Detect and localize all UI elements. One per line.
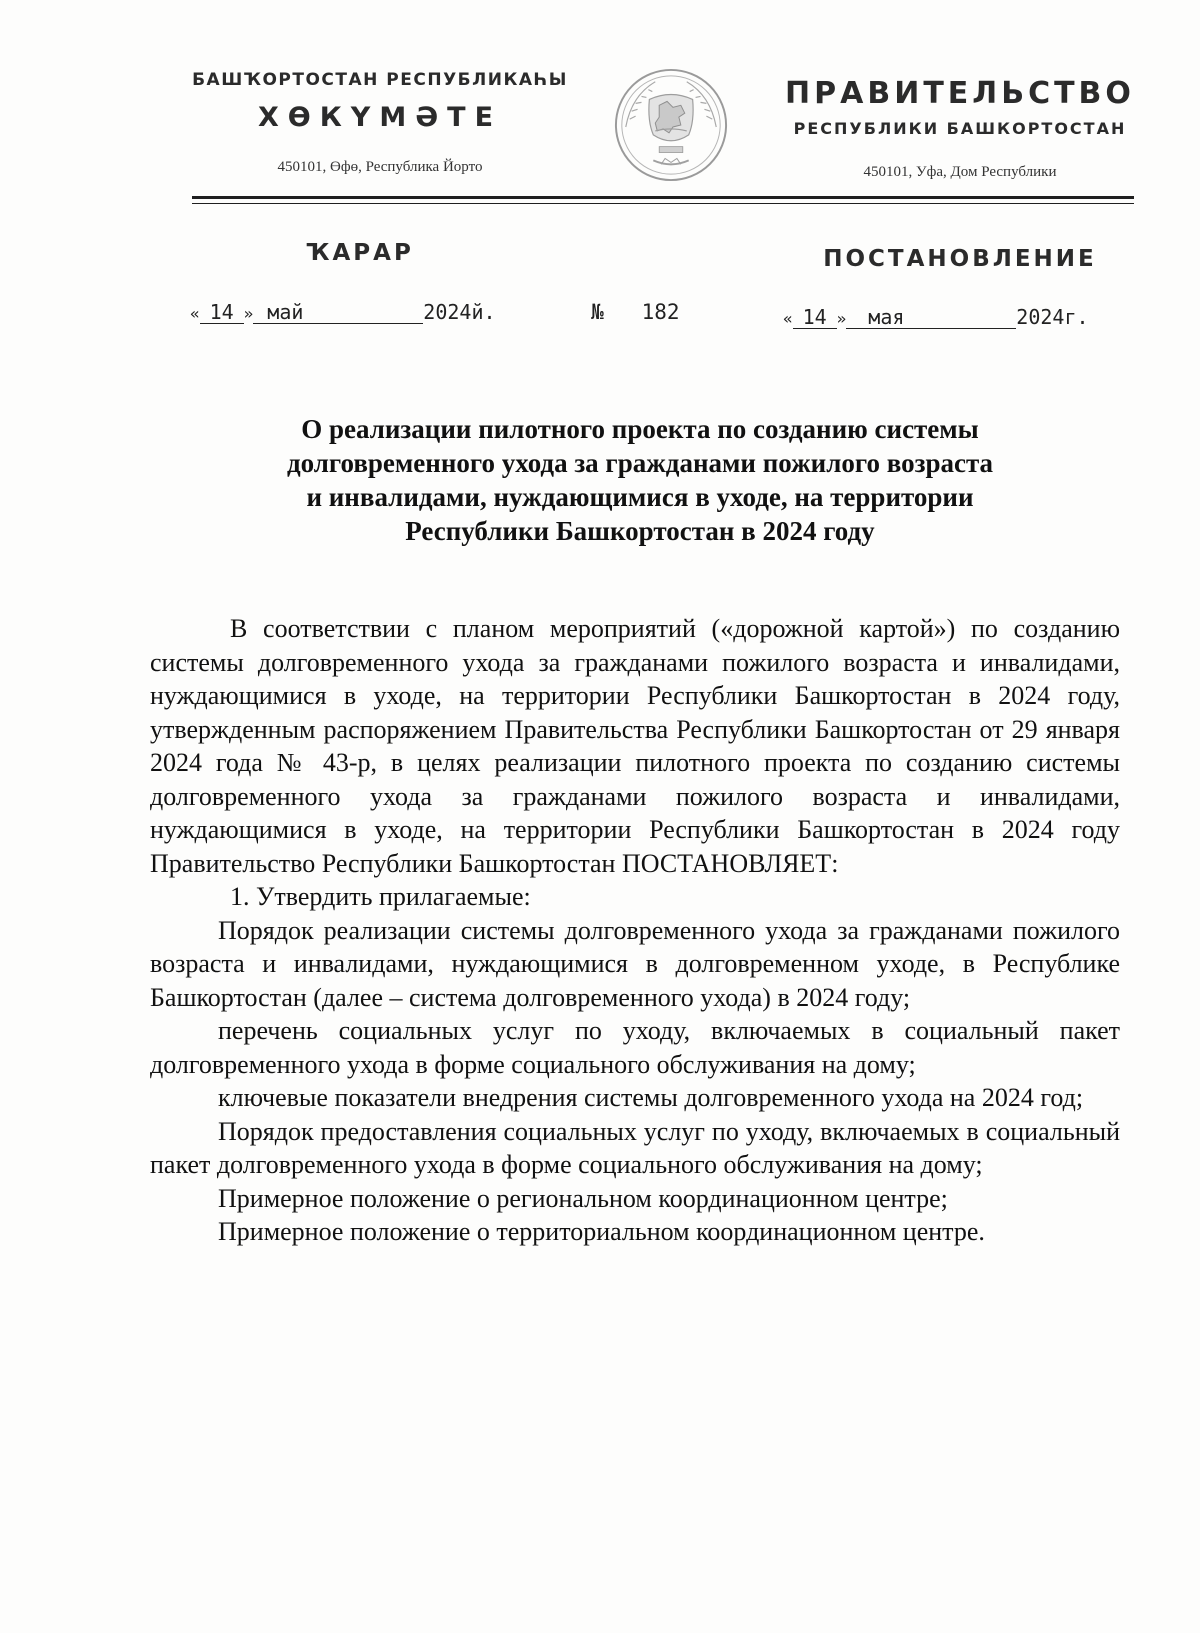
letterhead-bashkir-address: 450101, Өфө, Республика Йорто — [277, 159, 483, 175]
date-year-mark: г. — [1064, 305, 1089, 329]
document-title — [200, 412, 1080, 548]
decree-number — [591, 300, 680, 324]
date-year-suffix: 24 — [447, 300, 472, 324]
date-line-russian — [783, 305, 1089, 329]
letterhead-divider-thick — [192, 196, 1134, 199]
number-sign: № — [591, 300, 604, 324]
paragraph-services-procedure: Порядок предоставления социальных услуг по уходу, включаемых в социальный пакет долговременного ухода в форме социального обслуживания на дому; — [150, 1116, 1120, 1179]
letterhead-russian-address: 450101, Уфа, Дом Республики — [863, 164, 1057, 180]
date-close-quote: » — [243, 304, 254, 323]
title-line: Республики Башкортостан в 2024 году — [405, 516, 875, 546]
paragraph-services-list: перечень социальных услуг по уходу, включаемых в социальный пакет долговременного ухода в форме социального обслуживания на дому; — [150, 1016, 1120, 1079]
letterhead-divider-thin — [192, 203, 1134, 204]
letterhead-bashkir-republic: БАШҠОРТОСТАН РЕСПУБЛИКАҺЫ — [192, 70, 568, 90]
date-month: май — [253, 301, 423, 324]
document-body — [150, 612, 1120, 1249]
letterhead-bashkir-government: ХӨКҮМӘТЕ — [257, 102, 503, 133]
letterhead-russian-government: ПРАВИТЕЛЬСТВО — [785, 76, 1135, 111]
date-year-prefix: 20 — [1016, 305, 1041, 329]
paragraph-territorial-center: Примерное положение о территориальном координационном центре. — [218, 1217, 985, 1246]
date-day: 14 — [200, 301, 244, 324]
date-year-suffix: 24 — [1040, 305, 1065, 329]
letterhead-bashkir — [180, 70, 580, 176]
date-month: мая — [846, 306, 1016, 329]
paragraph-approved-procedure: Порядок реализации системы долговременного ухода за гражданами пожилого возраста и инвалидами, нуждающимися в долговременном уходе, в Республике Башкортостан (далее – система долговременного ухода) в 2024 году; — [150, 915, 1120, 1012]
decree-title-bashkir: ҠАРАР — [306, 240, 414, 266]
decree-title-russian: ПОСТАНОВЛЕНИЕ — [823, 246, 1097, 272]
number-value: 182 — [641, 300, 680, 324]
date-year-prefix: 20 — [423, 300, 448, 324]
date-day: 14 — [793, 306, 837, 329]
paragraph-preamble: В соответствии с планом мероприятий («дорожной картой») по созданию системы долговременного ухода за гражданами пожилого возраста и инвалидами, нуждающимися в уходе, на территории Республики Башкортостан в 2024 году, утвержденным распоряжением Правительства Республики Башкортостан от 29 января 2024 года № 43-р, в целях реализации пилотного проекта по созданию системы долговременного ухода за гражданами пожилого возраста и инвалидами, нуждающимися в уходе, на территории Республики Башкортостан в 2024 году Правительство Республики Башкортостан ПОСТАНОВЛЯЕТ: — [150, 614, 1120, 878]
title-line: и инвалидами, нуждающимися в уходе, на территории — [306, 482, 974, 512]
title-line: долговременного ухода за гражданами пожилого возраста — [286, 448, 994, 478]
paragraph-key-indicators: ключевые показатели внедрения системы долговременного ухода на 2024 год; — [218, 1083, 1084, 1112]
letterhead-russian-republic: РЕСПУБЛИКИ БАШКОРТОСТАН — [793, 119, 1127, 138]
date-open-quote: « — [190, 304, 200, 323]
title-line: О реализации пилотного проекта по созданию системы — [301, 414, 979, 444]
coat-of-arms-icon — [612, 66, 730, 184]
date-line-bashkir — [190, 300, 496, 324]
paragraph-item-1: 1. Утвердить прилагаемые: — [230, 882, 531, 911]
paragraph-regional-center: Примерное положение о региональном координационном центре; — [218, 1183, 948, 1213]
date-close-quote: » — [836, 309, 847, 328]
letterhead-russian — [770, 76, 1150, 181]
date-year-mark: й. — [471, 300, 496, 324]
date-open-quote: « — [783, 309, 793, 328]
